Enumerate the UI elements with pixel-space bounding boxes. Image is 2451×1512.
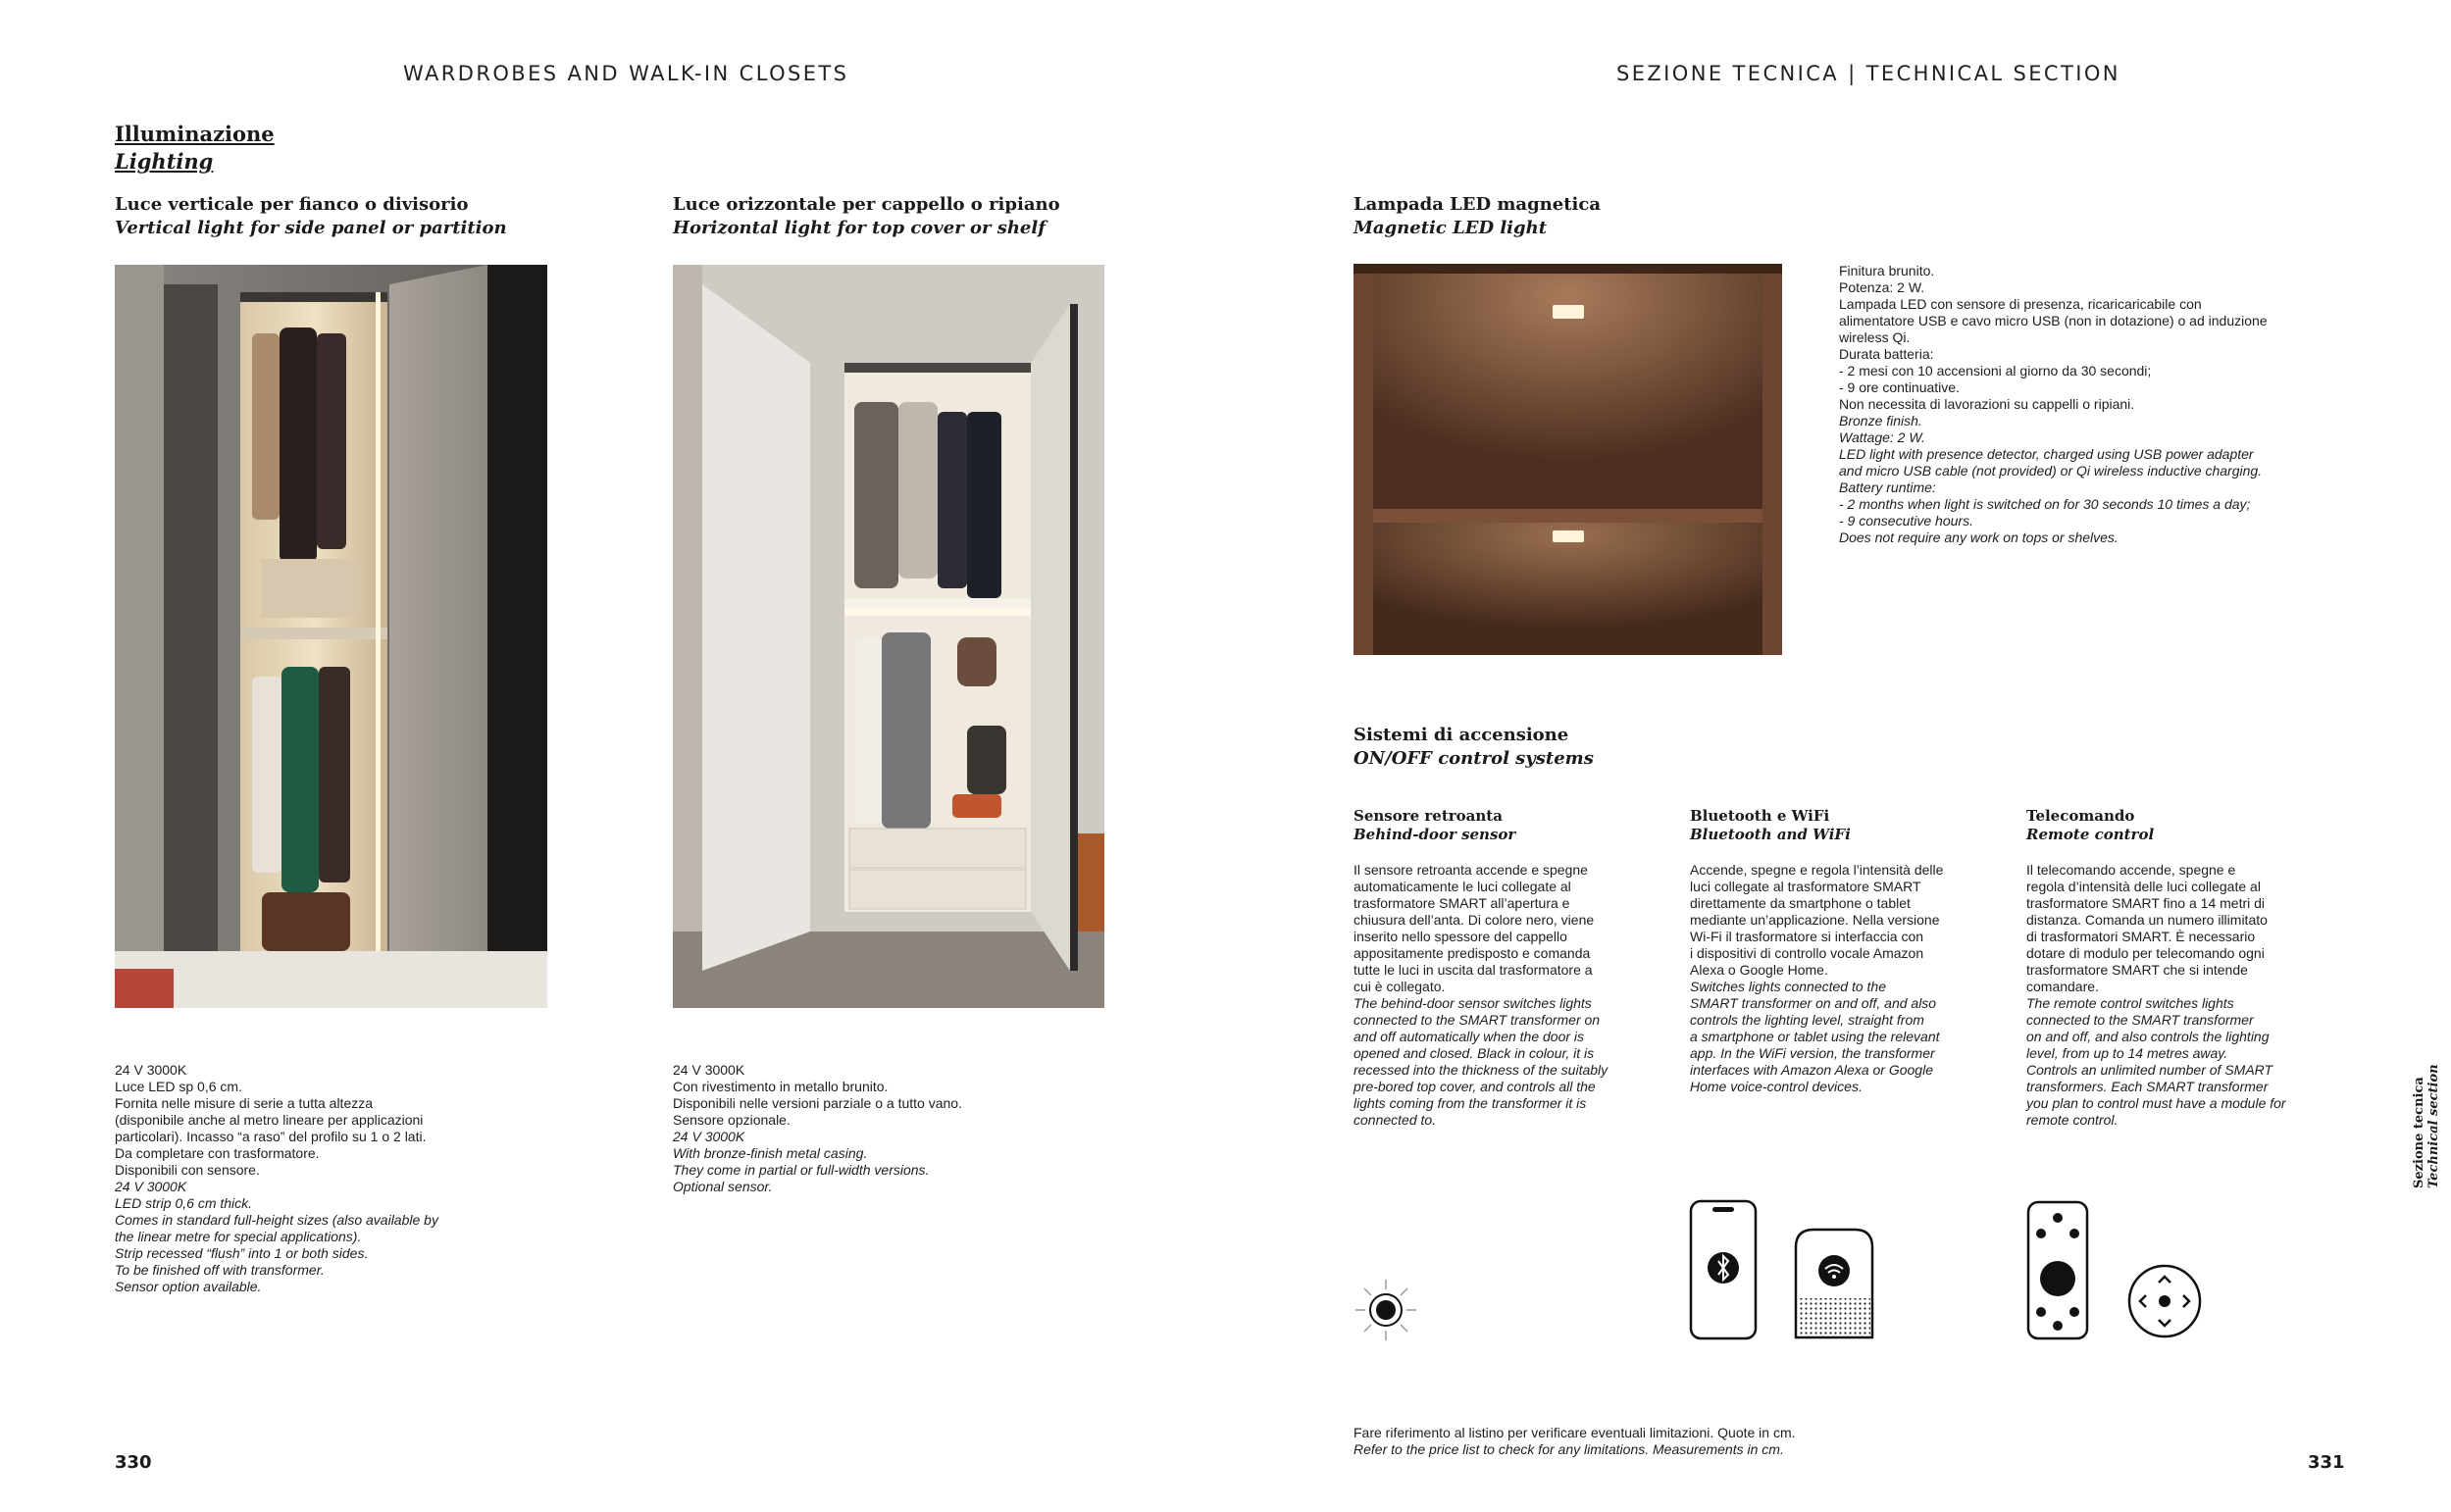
text-line: LED strip 0,6 cm thick. bbox=[115, 1195, 253, 1211]
text-line: Con rivestimento in metallo brunito. bbox=[673, 1079, 889, 1094]
text-line: Controls an unlimited number of SMART bbox=[2026, 1062, 2273, 1078]
text-line: alimentatore USB e cavo micro USB (non in dotazione) o ad induzione bbox=[1839, 313, 2268, 328]
text-line: - 2 months when light is switched on for 30 seconds 10 times a day; bbox=[1839, 496, 2251, 512]
text-line: Optional sensor. bbox=[673, 1179, 773, 1194]
text-line: pre-bored top cover, and controls all the bbox=[1353, 1079, 1596, 1094]
text-line: transformers. Each SMART transformer bbox=[2026, 1079, 2269, 1094]
text-line: Il sensore retroanta accende e spegne bbox=[1353, 862, 1588, 878]
text-line: comandare. bbox=[2026, 979, 2099, 994]
text-line: automaticamente le luci collegate al bbox=[1353, 879, 1571, 894]
text-line: distanza. Comanda un numero illimitato bbox=[2026, 912, 2268, 928]
text-line: Wattage: 2 W. bbox=[1839, 429, 1925, 445]
text-line: the linear metre for special applications). bbox=[115, 1229, 362, 1244]
text-line: Non necessita di lavorazioni su cappelli o ripiani. bbox=[1839, 396, 2135, 412]
text-line: particolari). Incasso “a raso” del profilo su 1 o 2 lati. bbox=[115, 1129, 427, 1144]
text-line: trasformatore SMART che si intende bbox=[2026, 962, 2248, 978]
text-line: Luce LED sp 0,6 cm. bbox=[115, 1079, 242, 1094]
horizontal-light-title bbox=[673, 193, 1060, 240]
text-line: level, from up to 14 metres away. bbox=[2026, 1045, 2228, 1061]
text-line: 24 V 3000K bbox=[673, 1129, 745, 1144]
running-header-left: WARDROBES AND WALK-IN CLOSETS bbox=[403, 62, 849, 85]
text-line: remote control. bbox=[2026, 1112, 2119, 1128]
text-line: and micro USB cable (not provided) or Qi wireless inductive charging. bbox=[1839, 463, 2263, 479]
smartphone-bluetooth-icon bbox=[1689, 1199, 1758, 1340]
text-line: Accende, spegne e regola l’intensità delle bbox=[1690, 862, 1944, 878]
text-line: on and off, and also controls the lighting bbox=[2026, 1029, 2270, 1044]
text-line: connected to the SMART transformer on bbox=[1353, 1012, 1601, 1028]
horizontal-light-title-it: Luce orizzontale per cappello o ripiano bbox=[673, 194, 1060, 215]
magnetic-lamp-title-it: Lampada LED magnetica bbox=[1353, 194, 1601, 215]
section-title bbox=[115, 121, 275, 176]
magnetic-lamp-text bbox=[1839, 263, 2268, 546]
text-line: luci collegate al trasformatore SMART bbox=[1690, 879, 1921, 894]
horizontal-light-title-en: Horizontal light for top cover or shelf bbox=[673, 218, 1046, 238]
text-line: app. In the WiFi version, the transformer bbox=[1690, 1045, 1935, 1061]
text-line: i dispositivi di controllo vocale Amazon bbox=[1690, 945, 1924, 961]
text-line: connected to the SMART transformer bbox=[2026, 1012, 2254, 1028]
text-line: - 9 ore continuative. bbox=[1839, 379, 1960, 395]
horizontal-light-photo bbox=[673, 265, 1104, 1008]
text-line: (disponibile anche al metro lineare per applicazioni bbox=[115, 1112, 424, 1128]
side-tab bbox=[2412, 1064, 2441, 1188]
sensor-title-en: Behind-door sensor bbox=[1353, 826, 1516, 843]
text-line: you plan to control must have a module for bbox=[2026, 1095, 2286, 1111]
light-sensor-icon bbox=[1353, 1278, 1418, 1342]
sensor-title bbox=[1353, 807, 1515, 844]
text-line: and off automatically when the door is bbox=[1353, 1029, 1585, 1044]
text-line: Does not require any work on tops or shelves. bbox=[1839, 529, 2119, 545]
wardrobe-vertical-light-image bbox=[115, 265, 547, 1008]
footer-note-en: Refer to the price list to check for any limitations. Measurements in cm. bbox=[1353, 1441, 1784, 1457]
vertical-light-title bbox=[115, 193, 507, 240]
text-line: - 2 mesi con 10 accensioni al giorno da 30 secondi; bbox=[1839, 363, 2152, 378]
bluetooth-title bbox=[1690, 807, 1851, 844]
text-line: trasformatore SMART fino a 14 metri di bbox=[2026, 895, 2266, 911]
side-tab-en: Technical section bbox=[2426, 1064, 2441, 1188]
text-line: controls the lighting level, straight from bbox=[1690, 1012, 1924, 1028]
text-line: Sensor option available. bbox=[115, 1279, 262, 1294]
section-title-it: Illuminazione bbox=[115, 122, 275, 146]
text-line: di trasformatori SMART. È necessario bbox=[2026, 929, 2256, 944]
page-number-right: 331 bbox=[2308, 1452, 2345, 1473]
onoff-title-en: ON/OFF control systems bbox=[1353, 748, 1594, 769]
text-line: Strip recessed “flush” into 1 or both sides. bbox=[115, 1245, 369, 1261]
text-line: regola d’intensità delle luci collegate al bbox=[2026, 879, 2261, 894]
wooden-shelf-lamp-image bbox=[1353, 264, 1782, 655]
text-line: To be finished off with transformer. bbox=[115, 1262, 325, 1278]
horizontal-light-text bbox=[673, 1062, 962, 1195]
text-line: chiusura dell’anta. Di colore nero, viene bbox=[1353, 912, 1595, 928]
remote-text bbox=[2026, 862, 2286, 1129]
vertical-light-title-it: Luce verticale per fianco o divisorio bbox=[115, 194, 469, 215]
running-header-right: SEZIONE TECNICA | TECHNICAL SECTION bbox=[1616, 62, 2120, 85]
text-line: Comes in standard full-height sizes (also available by bbox=[115, 1212, 438, 1228]
text-line: 24 V 3000K bbox=[115, 1179, 187, 1194]
sensor-title-it: Sensore retroanta bbox=[1353, 807, 1503, 825]
text-line: lights coming from the transformer it is bbox=[1353, 1095, 1587, 1111]
text-line: Disponibili con sensore. bbox=[115, 1162, 260, 1178]
text-line: Alexa o Google Home. bbox=[1690, 962, 1828, 978]
text-line: connected to. bbox=[1353, 1112, 1437, 1128]
text-line: Disponibili nelle versioni parziale o a tutto vano. bbox=[673, 1095, 962, 1111]
text-line: direttamente da smartphone o tablet bbox=[1690, 895, 1911, 911]
text-line: With bronze-finish metal casing. bbox=[673, 1145, 868, 1161]
text-line: interfaces with Amazon Alexa or Google bbox=[1690, 1062, 1933, 1078]
vertical-light-text bbox=[115, 1062, 438, 1295]
text-line: Lampada LED con sensore di presenza, ricaricaricabile con bbox=[1839, 296, 2202, 312]
text-line: Da completare con trasformatore. bbox=[115, 1145, 320, 1161]
onoff-title bbox=[1353, 724, 1594, 771]
footer-note bbox=[1353, 1425, 1796, 1458]
text-line: Finitura brunito. bbox=[1839, 263, 1935, 278]
magnetic-lamp-photo bbox=[1353, 264, 1782, 655]
bluetooth-title-it: Bluetooth e WiFi bbox=[1690, 807, 1830, 825]
text-line: a smartphone or tablet using the relevant bbox=[1690, 1029, 1940, 1044]
remote-title bbox=[2026, 807, 2154, 844]
text-line: Durata batteria: bbox=[1839, 346, 1934, 362]
remote-title-en: Remote control bbox=[2026, 826, 2155, 843]
text-line: appositamente predisposto e comanda bbox=[1353, 945, 1591, 961]
onoff-title-it: Sistemi di accensione bbox=[1353, 725, 1569, 745]
text-line: - 9 consecutive hours. bbox=[1839, 513, 1973, 529]
bluetooth-title-en: Bluetooth and WiFi bbox=[1690, 826, 1851, 843]
text-line: trasformatore SMART all’apertura e bbox=[1353, 895, 1570, 911]
wardrobe-horizontal-light-image bbox=[673, 265, 1104, 1008]
footer-note-it: Fare riferimento al listino per verificare eventuali limitazioni. Quote in cm. bbox=[1353, 1425, 1796, 1440]
dpad-icon bbox=[2126, 1263, 2203, 1339]
text-line: The behind-door sensor switches lights bbox=[1353, 995, 1592, 1011]
remote-control-icon bbox=[2026, 1200, 2089, 1340]
text-line: Battery runtime: bbox=[1839, 479, 1936, 495]
text-line: Sensore opzionale. bbox=[673, 1112, 791, 1128]
side-tab-it: Sezione tecnica bbox=[2412, 1077, 2426, 1188]
text-line: 24 V 3000K bbox=[673, 1062, 745, 1078]
text-line: The remote control switches lights bbox=[2026, 995, 2234, 1011]
text-line: tutte le luci in uscita dal trasformatore a bbox=[1353, 962, 1593, 978]
text-line: Bronze finish. bbox=[1839, 413, 1922, 428]
text-line: Switches lights connected to the bbox=[1690, 979, 1887, 994]
text-line: mediante un’applicazione. Nella versione bbox=[1690, 912, 1940, 928]
vertical-light-photo bbox=[115, 265, 547, 1008]
text-line: opened and closed. Black in colour, it is bbox=[1353, 1045, 1595, 1061]
text-line: They come in partial or full-width versions. bbox=[673, 1162, 930, 1178]
text-line: recessed into the thickness of the suitably bbox=[1353, 1062, 1608, 1078]
section-title-en: Lighting bbox=[115, 149, 214, 174]
text-line: Fornita nelle misure di serie a tutta altezza bbox=[115, 1095, 374, 1111]
wifi-speaker-icon bbox=[1794, 1228, 1874, 1339]
remote-title-it: Telecomando bbox=[2026, 807, 2135, 825]
text-line: wireless Qi. bbox=[1839, 329, 1911, 345]
text-line: cui è collegato. bbox=[1353, 979, 1446, 994]
text-line: Il telecomando accende, spegne e bbox=[2026, 862, 2236, 878]
magnetic-lamp-title bbox=[1353, 193, 1601, 240]
text-line: inserito nello spessore del cappello bbox=[1353, 929, 1567, 944]
text-line: Wi-Fi il trasformatore si interfaccia con bbox=[1690, 929, 1924, 944]
vertical-light-title-en: Vertical light for side panel or partition bbox=[115, 218, 507, 238]
text-line: Potenza: 2 W. bbox=[1839, 279, 1925, 295]
page-number-left: 330 bbox=[115, 1452, 152, 1473]
text-line: dotare di modulo per telecomando ogni bbox=[2026, 945, 2265, 961]
magnetic-lamp-title-en: Magnetic LED light bbox=[1353, 218, 1548, 238]
text-line: 24 V 3000K bbox=[115, 1062, 187, 1078]
text-line: SMART transformer on and off, and also bbox=[1690, 995, 1937, 1011]
text-line: Home voice-control devices. bbox=[1690, 1079, 1863, 1094]
bluetooth-text bbox=[1690, 862, 1943, 1095]
sensor-text bbox=[1353, 862, 1608, 1129]
text-line: LED light with presence detector, charged using USB power adapter bbox=[1839, 446, 2254, 462]
